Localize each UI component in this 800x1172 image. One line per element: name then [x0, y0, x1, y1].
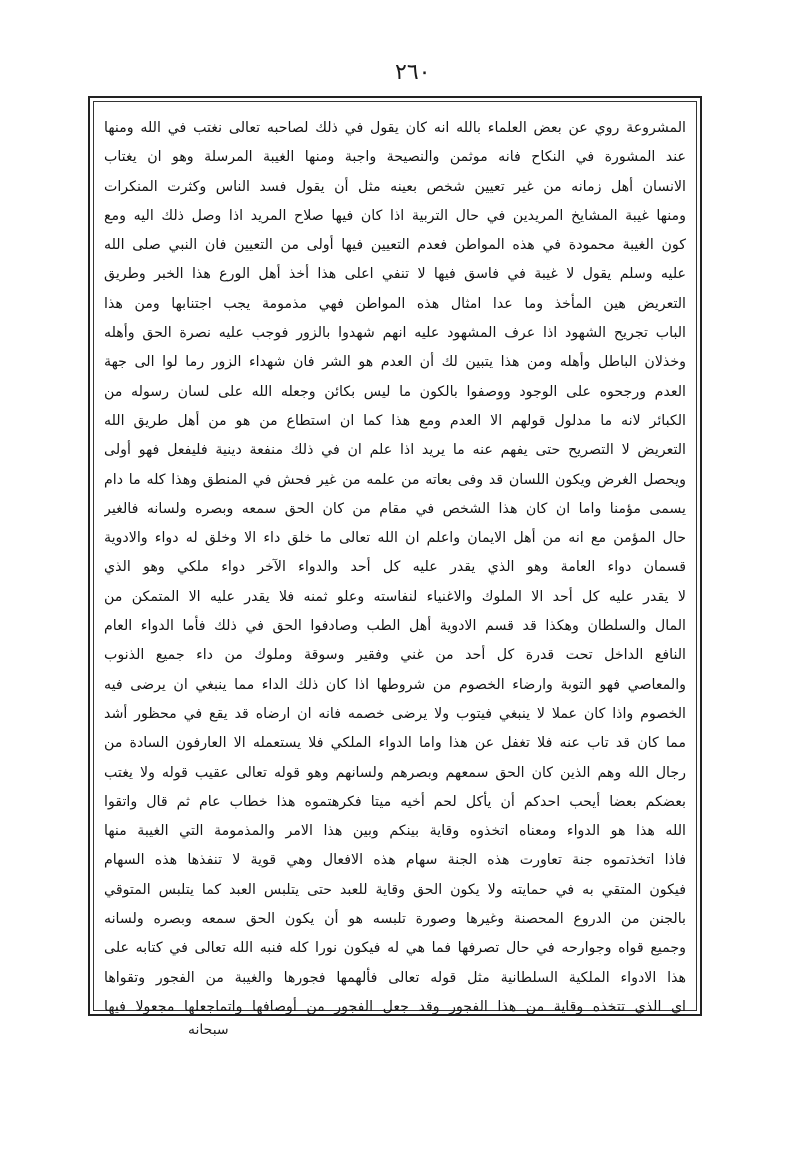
- text-line: اي الذي تتخذه وقاية من هذا الفجور وقد جعل الفجور من أوصافها واتماجعلها مجعولا فيها: [104, 998, 686, 1015]
- page-number: ٢٦٠: [395, 60, 431, 85]
- text-frame: [88, 96, 702, 1016]
- text-line: الخصوم واذا كان عملا لا ينبغي فيتوب ولا يرضى خصمه فانه ان ارضاه قد يقع في محظور أشد: [104, 705, 686, 722]
- text-line: الباب تجريح الشهود اذا عرف المشهود عليه انهم شهدوا بالزور فوجب عليه نصرة الحق وأهله: [104, 325, 686, 342]
- text-line: الانسان أهل زمانه من غير تعيين شخص بعينه مثل أن يقول فسد الناس وكثرت المنكرات: [104, 178, 686, 195]
- text-line: ومنها غيبة المشايخ المريدين في حال التربية اذا كان فيها صلاح المريد اذا وصل ذلك اليه ومع: [104, 207, 686, 224]
- text-line: والمعاصي فهو التوبة وارضاء الخصوم من شروطها اذا كان ذلك الداء مما ينبغي ان يرضى فيه: [104, 676, 686, 693]
- text-line: وجميع قواه وجوارحه في حال تصرفها فما هي له فيكون نورا كله فنبه الله تعالى في كتابه على: [104, 940, 686, 957]
- text-line: المشروعة روي عن بعض العلماء بالله انه كان يقول في ذلك لصاحبه تعالى نغتب في الله ومنها: [104, 120, 686, 136]
- text-line: لا يقدر عليه كل أحد الا الملوك والاغنياء لنفاسته وعلو ثمنه فلا يقدر عليه الا المتمكن من: [104, 588, 686, 605]
- text-line: العدم ورجحوه على الوجود ووصفوا بالكون ما ليس بكائن وجعله الله على لسان رسوله من: [104, 383, 686, 400]
- text-line: عليه وسلم يقول لا غيبة في فاسق فيها لا تنفي اعلى هذا أخذ أهل الورع هذا الخبر وطريق: [104, 266, 686, 283]
- text-line: الله هذا هو الدواء ومعناه اتخذوه وقاية بينكم وبين هذا الامر والمذمومة التي الغيبة منها: [104, 823, 686, 840]
- page-body-text: [104, 114, 686, 1016]
- text-line: عند المشورة في النكاح فانه موثمن والنصيحة واجبة ومنها الغيبة المرسلة وهو ان يغتاب: [104, 149, 686, 166]
- text-line: الكبائر لانه ما مدلول قولهم الا العدم ومع هذا كما ان استطاع من هو من أهل طريق الله: [104, 412, 686, 429]
- text-line: وخذلان الباطل وأهله ومن هذا يتبين لك أن العدم هو الشر فان شهداء الزور رما لوا الى جهة: [104, 354, 686, 371]
- text-line: مما كان قد تاب عنه فلا تغفل عن هذا واما الدواء الملكي فلا يستعمله الا العارفون السادة من: [104, 735, 686, 752]
- text-line: بالجنن من الدروع المحصنة وغيرها وصورة تلبسه هو أن يكون الحق سمعه وبصره ولسانه: [104, 911, 686, 928]
- catchword: سبحانه: [188, 1022, 229, 1038]
- text-line: فاذا اتخذتموه جنة تعاورت هذه الجنة سهام هذه الافعال وهي قوية لا تنفذها هذه السهام: [104, 852, 686, 869]
- text-line: المال والسلطان وهكذا قد قسم الادوية أهل الطب وصادفوا الحق في ذلك فأما الدواء العام: [104, 618, 686, 635]
- text-line: ويحصل الغرض ويكون اللسان قد وفى بعاته من علمه من غير فحش في المنطق وهذا كله ما دام: [104, 471, 686, 488]
- text-line: قسمان دواء العامة وهو الذي يقدر عليه كل أحد والدواء الآخر دواء ملكي وهو الذي: [104, 559, 686, 576]
- text-line: التعريض لا التصريح حتى يفهم عنه ما يريد اذا علم ان في ذلك منفعة دينية فليفعل فهو أولى: [104, 442, 686, 459]
- text-line: هذا الادواء الملكية السلطانية مثل قوله تعالى فألهمها فجورها والغيبة من الفجور وتقواها: [104, 969, 686, 986]
- text-line: فيكون المتقي به في حمايته ولا يكون الحق وقاية للعبد حتى يتلبس العبد كما يتلبس المتوقي: [104, 881, 686, 898]
- text-line: بعضكم بعضا أيحب احدكم أن يأكل لحم أخيه ميتا فكرهتموه هذا خطاب عام ثم قال واتقوا: [104, 793, 686, 810]
- text-line: التعريض هين المأخذ وما عدا امثال هذه المواطن فهي مذمومة يجب اجتنابها ومن هذا: [104, 295, 686, 312]
- text-line: كون الغيبة محمودة في هذه المواطن فعدم التعيين فيها أولى من التعيين فان النبي صلى الله: [104, 237, 686, 254]
- text-line: النافع الداخل تحت قدرة كل أحد من غني وفقير وسوقة وملوك من داء جميع الذنوب: [104, 647, 686, 664]
- text-line: رجال الله وهم الذين كان الحق سمعهم وبصرهم ولسانهم وهو قوله تعالى عقيب قوله ولا يغتب: [104, 764, 686, 781]
- text-line: يسمى مؤمنا واما ان كان هذا الشخص في مقام من كان الحق سمعه وبصره ولسانه فالغير: [104, 500, 686, 517]
- text-line: حال المؤمن مع انه من أهل الايمان واعلم ان الله تعالى ما خلق داء الا وخلق له دواء والادوية: [104, 530, 686, 547]
